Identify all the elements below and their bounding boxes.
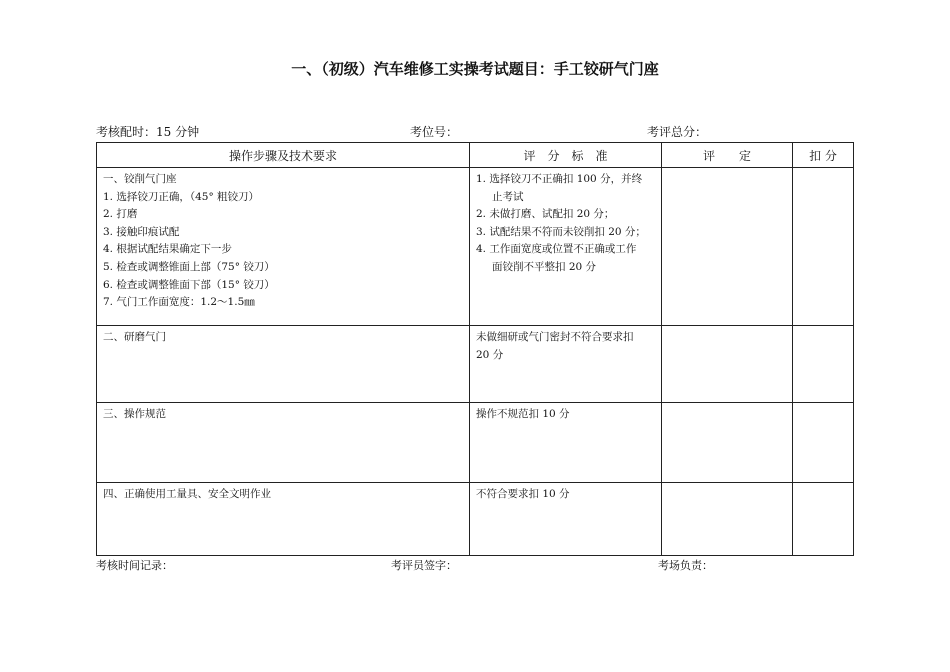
- criteria-line: 不符合要求扣 10 分: [476, 488, 570, 500]
- criteria-line: 未做细研或气门密封不符合要求扣: [476, 331, 634, 343]
- exam-station-label: 考位号：: [410, 125, 459, 139]
- evaluation-cell: [662, 403, 793, 483]
- criteria-line: 20 分: [476, 348, 504, 361]
- step-line: 7. 气门工作面宽度：1.2～1.5㎜: [103, 296, 255, 309]
- deduction-cell: [793, 326, 854, 403]
- criteria-line: 2. 未做打磨、试配扣 20 分；: [476, 208, 615, 221]
- step-line: 6. 检查或调整锥面下部（15° 铰刀）: [103, 278, 275, 291]
- step-line: 4. 根据试配结果确定下一步: [103, 243, 232, 256]
- column-header-criteria: 评 分 标 准: [470, 143, 662, 168]
- deduction-cell: [793, 403, 854, 483]
- examiner-signature-label: 考评员签字：: [391, 559, 457, 572]
- evaluation-cell: [662, 326, 793, 403]
- scoring-table: [96, 142, 854, 556]
- evaluation-cell: [662, 168, 793, 326]
- exam-time-label: 考核配时：15 分钟: [96, 125, 200, 139]
- table-row: [97, 403, 854, 483]
- step-line: 三、操作规范: [103, 408, 166, 420]
- criteria-cell: [470, 168, 662, 326]
- step-line: 3. 接触印痕试配: [103, 225, 180, 238]
- criteria-cell: [470, 326, 662, 403]
- criteria-line: 面铰削不平整扣 20 分: [492, 260, 597, 273]
- step-line: 四、正确使用工量具、安全文明作业: [103, 488, 271, 500]
- steps-cell: [97, 403, 470, 483]
- criteria-cell: [470, 483, 662, 556]
- step-line: 一、铰削气门座: [103, 173, 177, 185]
- column-header-evaluation: 评 定: [662, 143, 793, 168]
- step-line: 2. 打磨: [103, 208, 138, 221]
- steps-cell: [97, 483, 470, 556]
- criteria-line: 1. 选择铰刀不正确扣 100 分，并终: [476, 173, 643, 185]
- criteria-line: 止考试: [492, 190, 524, 203]
- steps-cell: [97, 326, 470, 403]
- time-record-label: 考核时间记录：: [96, 559, 173, 572]
- criteria-line: 4. 工作面宽度或位置不正确或工作: [476, 243, 637, 256]
- step-line: 二、研磨气门: [103, 331, 166, 343]
- step-line: 1. 选择铰刀正确，（45° 粗铰刀）: [103, 190, 260, 203]
- deduction-cell: [793, 483, 854, 556]
- step-line: 5. 检查或调整锥面上部（75° 铰刀）: [103, 260, 275, 273]
- table-header-row: [97, 143, 854, 168]
- steps-cell: [97, 168, 470, 326]
- table-row: [97, 168, 854, 326]
- column-header-steps: 操作步骤及技术要求: [97, 143, 470, 168]
- table-row: [97, 483, 854, 556]
- criteria-cell: [470, 403, 662, 483]
- criteria-line: 3. 试配结果不符而未铰削扣 20 分；: [476, 225, 646, 238]
- evaluation-cell: [662, 483, 793, 556]
- column-header-deduction: 扣 分: [793, 143, 854, 168]
- table-row: [97, 326, 854, 403]
- page-title: 一、（初级）汽车维修工实操考试题目：手工铰研气门座: [291, 60, 659, 78]
- criteria-line: 操作不规范扣 10 分: [476, 408, 570, 420]
- supervisor-label: 考场负责：: [658, 559, 713, 572]
- deduction-cell: [793, 168, 854, 326]
- total-score-label: 考评总分：: [647, 125, 708, 139]
